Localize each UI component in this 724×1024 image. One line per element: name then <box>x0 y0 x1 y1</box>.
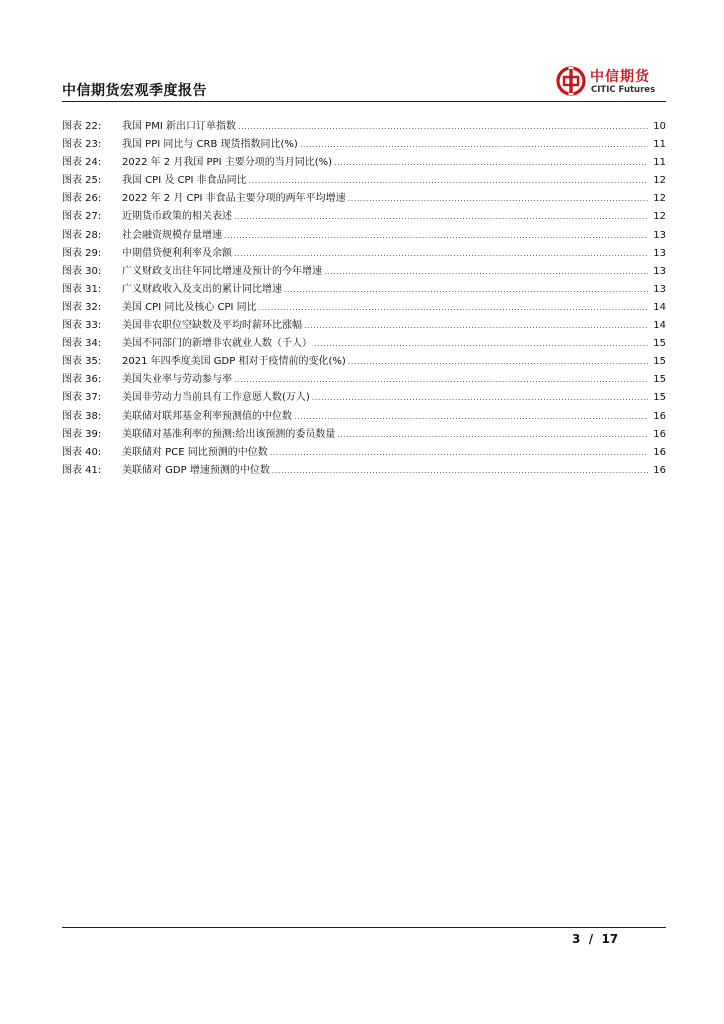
toc-figure-label: 图表 30: <box>62 265 102 277</box>
toc-dot-leader <box>304 321 648 330</box>
toc-figure-title[interactable]: 美联储对联邦基金利率预测值的中位数 <box>122 410 292 422</box>
toc-figure-title[interactable]: 中期借贷便利利率及余额 <box>122 247 232 259</box>
toc-dot-leader <box>234 249 648 258</box>
toc-figure-title[interactable]: 广义财政收入及支出的累计同比增速 <box>122 283 282 295</box>
toc-page-number[interactable]: 13 <box>653 265 666 277</box>
toc-dot-leader <box>224 231 648 240</box>
toc-dot-leader <box>238 122 648 131</box>
toc-entry[interactable] <box>62 334 666 352</box>
toc-entry[interactable] <box>62 370 666 388</box>
toc-entry[interactable] <box>62 316 666 334</box>
toc-entry[interactable] <box>62 388 666 406</box>
toc-figure-label: 图表 29: <box>62 247 102 259</box>
page-number: 3 / 17 <box>572 932 619 946</box>
toc-entry[interactable] <box>62 352 666 370</box>
toc-figure-label: 图表 27: <box>62 211 102 223</box>
toc-dot-leader <box>234 212 648 221</box>
toc-entry[interactable] <box>62 189 666 207</box>
toc-figure-label: 图表 23: <box>62 139 102 151</box>
toc-figure-label: 图表 24: <box>62 157 102 169</box>
toc-entry[interactable] <box>62 171 666 189</box>
toc-figure-label: 图表 34: <box>62 338 102 350</box>
toc-entry[interactable] <box>62 262 666 280</box>
toc-figure-label: 图表 31: <box>62 283 102 295</box>
footer-divider <box>62 927 666 928</box>
toc-entry[interactable] <box>62 226 666 244</box>
toc-figure-label: 图表 40: <box>62 446 102 458</box>
toc-entry[interactable] <box>62 207 666 225</box>
toc-dot-leader <box>249 176 648 185</box>
toc-figure-title[interactable]: 2022 年 2 月我国 PPI 主要分项的当月同比(%) <box>122 157 333 169</box>
toc-figure-title[interactable]: 美国失业率与劳动参与率 <box>122 374 232 386</box>
toc-figure-title[interactable]: 我国 PMI 新出口订单指数 <box>122 121 236 132</box>
toc-dot-leader <box>312 393 648 402</box>
toc-page-number[interactable]: 16 <box>653 446 666 458</box>
toc-figure-label: 图表 36: <box>62 374 102 386</box>
toc-figure-label: 图表 35: <box>62 356 102 368</box>
toc-figure-label: 图表 38: <box>62 410 102 422</box>
toc-figure-title[interactable]: 近期货币政策的相关表述 <box>122 211 232 223</box>
toc-figure-label: 图表 25: <box>62 175 102 187</box>
toc-page-number[interactable]: 13 <box>653 229 666 241</box>
toc-page-number[interactable]: 11 <box>653 157 666 169</box>
toc-page-number[interactable]: 13 <box>653 283 666 295</box>
toc-entry[interactable] <box>62 407 666 425</box>
toc-figure-label: 图表 39: <box>62 428 102 440</box>
toc-dot-leader <box>337 430 648 439</box>
table-of-figures <box>62 117 666 479</box>
toc-figure-title[interactable]: 社会融资规模存量增速 <box>122 229 222 241</box>
toc-entry[interactable] <box>62 117 666 135</box>
toc-page-number[interactable]: 16 <box>653 410 666 422</box>
toc-figure-label: 图表 22: <box>62 121 102 132</box>
toc-entry[interactable] <box>62 425 666 443</box>
toc-figure-label: 图表 28: <box>62 229 102 241</box>
toc-dot-leader <box>294 412 648 421</box>
toc-page-number[interactable]: 13 <box>653 247 666 259</box>
toc-page-number[interactable]: 16 <box>653 464 666 476</box>
toc-dot-leader <box>259 303 648 312</box>
toc-page-number[interactable]: 10 <box>653 121 666 132</box>
toc-figure-title[interactable]: 美国不同部门的新增非农就业人数（千人） <box>122 338 312 350</box>
toc-dot-leader <box>348 194 648 203</box>
logo-english-name: CITIC Futures <box>591 85 656 95</box>
toc-page-number[interactable]: 15 <box>653 356 666 368</box>
toc-page-number[interactable]: 16 <box>653 428 666 440</box>
toc-entry[interactable] <box>62 244 666 262</box>
toc-figure-title[interactable]: 广义财政支出往年同比增速及预计的今年增速 <box>122 265 322 277</box>
toc-dot-leader <box>314 339 648 348</box>
toc-page-number[interactable]: 12 <box>653 211 666 223</box>
toc-dot-leader <box>272 466 648 475</box>
toc-dot-leader <box>300 140 648 149</box>
toc-entry[interactable] <box>62 280 666 298</box>
toc-dot-leader <box>284 285 648 294</box>
toc-page-number[interactable]: 12 <box>653 193 666 205</box>
toc-entry[interactable] <box>62 153 666 171</box>
toc-figure-label: 图表 26: <box>62 193 102 205</box>
toc-figure-title[interactable]: 美国 CPI 同比及核心 CPI 同比 <box>122 301 257 313</box>
toc-figure-title[interactable]: 我国 CPI 及 CPI 非食品同比 <box>122 175 247 187</box>
toc-figure-label: 图表 32: <box>62 301 102 313</box>
toc-dot-leader <box>270 448 648 457</box>
toc-dot-leader <box>348 357 648 366</box>
header-divider <box>62 101 666 102</box>
report-title: 中信期货宏观季度报告 <box>62 83 207 99</box>
toc-entry[interactable] <box>62 298 666 316</box>
toc-figure-title[interactable]: 我国 PPI 同比与 CRB 现货指数同比(%) <box>122 139 298 151</box>
toc-page-number[interactable]: 11 <box>653 139 666 151</box>
toc-dot-leader <box>234 375 648 384</box>
toc-entry[interactable] <box>62 461 666 479</box>
toc-page-number[interactable]: 15 <box>653 374 666 386</box>
logo-chinese-name: 中信期货 <box>590 69 650 85</box>
citic-futures-logo <box>556 66 660 100</box>
toc-figure-title[interactable]: 2021 年四季度美国 GDP 相对于疫情前的变化(%) <box>122 356 346 368</box>
toc-figure-title[interactable]: 美联储对 PCE 同比预测的中位数 <box>122 446 268 458</box>
toc-figure-label: 图表 37: <box>62 392 102 404</box>
toc-figure-title[interactable]: 美联储对 GDP 增速预测的中位数 <box>122 464 270 476</box>
toc-page-number[interactable]: 14 <box>653 301 666 313</box>
toc-figure-title[interactable]: 美国非农职位空缺数及平均时薪环比涨幅 <box>122 320 302 332</box>
toc-figure-title[interactable]: 2022 年 2 月 CPI 非食品主要分项的两年平均增速 <box>122 193 346 205</box>
toc-page-number[interactable]: 14 <box>653 320 666 332</box>
toc-figure-label: 图表 33: <box>62 320 102 332</box>
toc-dot-leader <box>334 158 648 167</box>
toc-figure-title[interactable]: 美国非劳动力当前具有工作意愿人数(万人) <box>122 392 310 404</box>
toc-page-number[interactable]: 12 <box>653 175 666 187</box>
toc-page-number[interactable]: 15 <box>653 392 666 404</box>
toc-figure-label: 图表 41: <box>62 464 102 476</box>
toc-dot-leader <box>324 267 648 276</box>
toc-entry[interactable] <box>62 443 666 461</box>
toc-page-number[interactable]: 15 <box>653 338 666 350</box>
toc-entry[interactable] <box>62 135 666 153</box>
citic-logo-icon <box>556 66 586 96</box>
toc-figure-title[interactable]: 美联储对基准利率的预测:给出该预测的委员数量 <box>122 428 336 440</box>
